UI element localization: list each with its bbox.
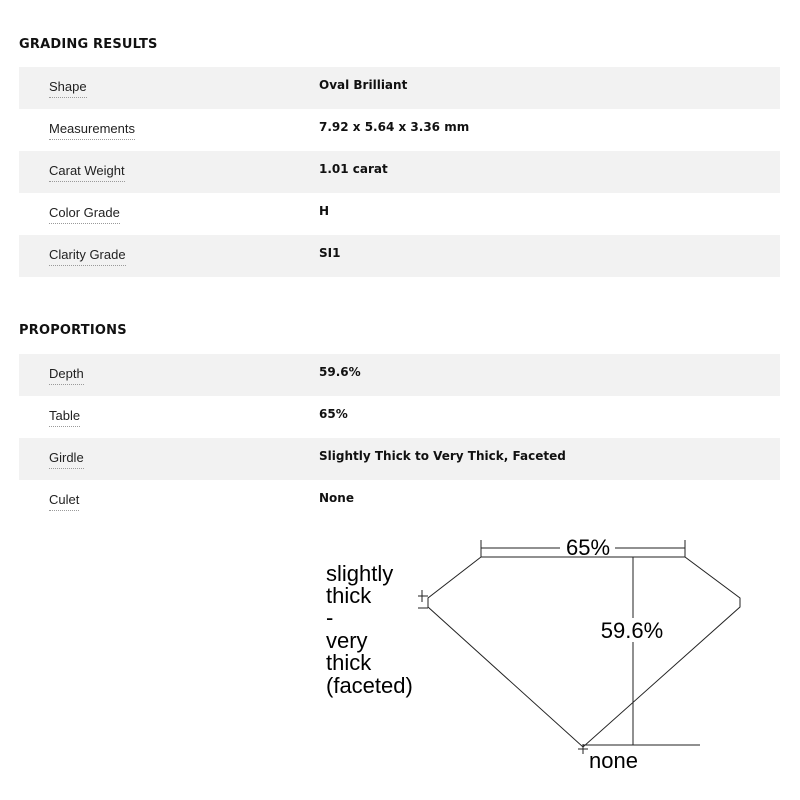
girdle-text-line: slightly	[326, 561, 394, 586]
clarity-grade-value: SI1	[319, 246, 341, 260]
proportions-heading: PROPORTIONS	[19, 323, 127, 338]
carat-weight-value: 1.01 carat	[319, 162, 388, 176]
girdle-text-line: -	[326, 605, 334, 630]
table-percent-label: 65%	[565, 535, 611, 560]
color-grade-value: H	[319, 204, 330, 218]
depth-percent-label: 59.6%	[600, 618, 664, 643]
culet-value: None	[319, 491, 354, 505]
table-value: 65%	[319, 407, 348, 421]
carat-weight-label[interactable]: Carat Weight	[49, 163, 125, 182]
measurements-value: 7.92 x 5.64 x 3.36 mm	[319, 120, 470, 134]
table-label[interactable]: Table	[49, 408, 80, 427]
clarity-grade-label[interactable]: Clarity Grade	[49, 247, 126, 266]
girdle-label[interactable]: Girdle	[49, 450, 84, 469]
measurements-label[interactable]: Measurements	[49, 121, 135, 140]
girdle-description	[326, 561, 413, 698]
girdle-text-line: very	[326, 628, 368, 653]
color-grade-label[interactable]: Color Grade	[49, 205, 120, 224]
girdle-value: Slightly Thick to Very Thick, Faceted	[319, 449, 566, 463]
shape-label[interactable]: Shape	[49, 79, 87, 98]
girdle-text-line: thick	[326, 583, 372, 608]
culet-text: none	[589, 748, 638, 773]
grading-results-heading: GRADING RESULTS	[19, 37, 158, 52]
culet-label[interactable]: Culet	[49, 492, 79, 511]
depth-value: 59.6%	[319, 365, 361, 379]
girdle-text-line: (faceted)	[326, 673, 413, 698]
girdle-text-line: thick	[326, 650, 372, 675]
diamond-outline	[428, 557, 740, 747]
depth-label[interactable]: Depth	[49, 366, 84, 385]
shape-value: Oval Brilliant	[319, 78, 408, 92]
